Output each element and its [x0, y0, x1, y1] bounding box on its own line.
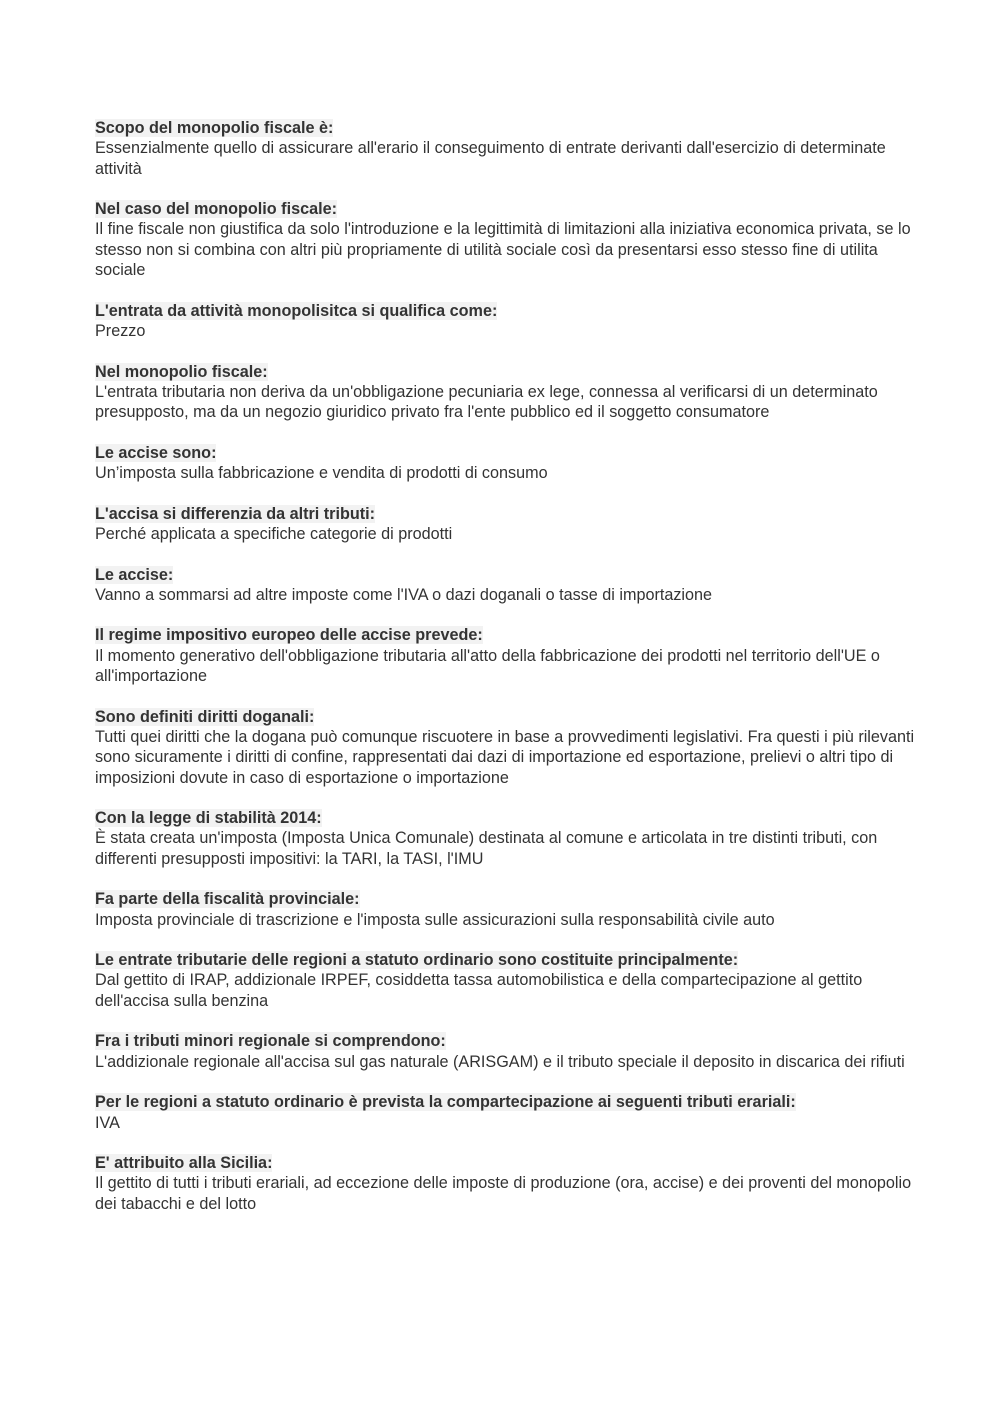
question: L'entrata da attività monopolisitca si qualifica come:: [95, 301, 498, 320]
qa-item-4: [95, 362, 915, 423]
answer: Essenzialmente quello di assicurare all'erario il conseguimento di entrate derivanti dall'esercizio di determinate attività: [95, 139, 886, 178]
question: L'accisa si differenzia da altri tributi:: [95, 504, 376, 523]
qa-item-8: [95, 625, 915, 686]
question: Il regime impositivo europeo delle accise prevede:: [95, 626, 483, 645]
answer: L'addizionale regionale all'accisa sul gas naturale (ARISGAM) e il tributo speciale il deposito in discarica dei rifiuti: [95, 1052, 905, 1071]
answer: Un’imposta sulla fabbricazione e vendita di prodotti di consumo: [95, 464, 548, 483]
question: Nel caso del monopolio fiscale:: [95, 200, 337, 219]
qa-item-7: [95, 565, 915, 606]
question: Fa parte della fiscalità provinciale:: [95, 890, 360, 909]
qa-item-10: [95, 808, 915, 869]
answer: Dal gettito di IRAP, addizionale IRPEF, cosiddetta tassa automobilistica e della compartecipazione al gettito dell'accisa sulla benzina: [95, 971, 863, 1010]
answer: Prezzo: [95, 321, 146, 340]
qa-item-14: [95, 1092, 915, 1133]
question: Le accise sono:: [95, 443, 217, 462]
qa-item-11: [95, 889, 915, 930]
qa-item-13: [95, 1031, 915, 1072]
question: Fra i tributi minori regionale si comprendono:: [95, 1032, 446, 1051]
question: E' attribuito alla Sicilia:: [95, 1154, 273, 1173]
question: Con la legge di stabilità 2014:: [95, 809, 322, 828]
qa-item-5: [95, 443, 915, 484]
question: Per le regioni a statuto ordinario è prevista la compartecipazione ai seguenti tributi erariali:: [95, 1093, 796, 1112]
answer: Vanno a sommarsi ad altre imposte come l'IVA o dazi doganali o tasse di importazione: [95, 585, 713, 604]
answer: È stata creata un'imposta (Imposta Unica Comunale) destinata al comune e articolata in tre distinti tributi, con differenti presupposti impositivi: la TARI, la TASI, l'IMU: [95, 829, 878, 868]
answer: Il momento generativo dell'obbligazione tributaria all'atto della fabbricazione dei prodotti nel territorio dell'UE o all'importazione: [95, 646, 880, 686]
qa-item-2: [95, 199, 915, 280]
qa-item-6: [95, 504, 915, 545]
answer: Perché applicata a specifiche categorie di prodotti: [95, 524, 453, 543]
document-page: [95, 118, 915, 1234]
qa-item-1: [95, 118, 915, 179]
answer: Imposta provinciale di trascrizione e l'imposta sulle assicurazioni sulla responsabilità civile auto: [95, 910, 775, 929]
answer: L'entrata tributaria non deriva da un'obbligazione pecuniaria ex lege, connessa al verificarsi di un determinato presupposto, ma da un negozio giuridico privato fra l'ente pubblico ed il soggetto consumatore: [95, 382, 878, 422]
answer: Il gettito di tutti i tributi erariali, ad eccezione delle imposte di produzione (ora, accise) e dei proventi del monopolio dei tabacchi e del lotto: [95, 1174, 912, 1213]
answer: IVA: [95, 1113, 120, 1132]
question: Scopo del monopolio fiscale è:: [95, 119, 334, 137]
question: Le entrate tributarie delle regioni a statuto ordinario sono costituite principalmente:: [95, 951, 739, 970]
qa-item-15: [95, 1153, 915, 1214]
qa-item-9: [95, 707, 915, 788]
qa-item-12: [95, 950, 915, 1011]
question: Sono definiti diritti doganali:: [95, 707, 315, 726]
answer: Il fine fiscale non giustifica da solo l'introduzione e la legittimità di limitazioni alla iniziativa economica privata, se lo stesso non si combina con altri più propriamente di utilità sociale così da presentarsi esso stesso fine di utilita sociale: [95, 220, 911, 280]
qa-item-3: [95, 301, 915, 342]
question: Nel monopolio fiscale:: [95, 362, 268, 381]
answer: Tutti quei diritti che la dogana può comunque riscuotere in base a provvedimenti legislativi. Fra questi i più rilevanti sono sicuramente i diritti di confine, rappresentati dai dazi di importazione ed esportazione, prelievi o altri tipo di imposizioni dovute in caso di esportazione o importazione: [95, 727, 915, 787]
question: Le accise:: [95, 565, 174, 584]
